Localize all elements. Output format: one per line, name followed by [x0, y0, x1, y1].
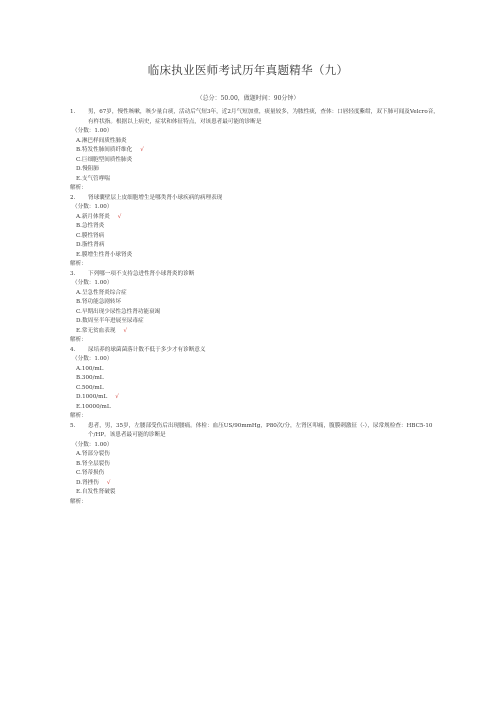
question-score: （分数：1.00） [72, 441, 113, 448]
question-score: （分数：1.00） [72, 356, 113, 362]
page-title: 临床执业医师考试历年真题精华（九） [147, 63, 349, 77]
question-text: 肾球囊壁层上皮细胞增生是哪类肾小球疾病的病理表现 [88, 194, 223, 201]
question-3 [70, 270, 442, 346]
option-label: A.呈急性肾炎综合症 [76, 289, 127, 296]
answer-option [70, 327, 442, 337]
question-text: 尿培养的球菌菌落计数不低于多少才有诊断意义 [88, 346, 206, 353]
analysis-label: 解析： [70, 337, 87, 343]
answer-option [70, 393, 442, 403]
option-label: D.肾挫伤 [76, 479, 99, 486]
option-label: C.巨细胞型间质性肺炎 [76, 156, 133, 163]
answer-option [70, 403, 442, 413]
correct-check-icon: √ [140, 147, 144, 153]
answer-option [70, 317, 442, 327]
option-label: D.1000/mL [76, 394, 108, 400]
answer-option [70, 469, 442, 479]
answer-option [70, 137, 442, 147]
answer-option [70, 213, 442, 223]
answer-option [70, 251, 442, 261]
exam-info: （总分：50.00，做题时间：90分钟） [196, 95, 300, 102]
correct-check-icon: √ [106, 479, 111, 486]
analysis-label: 解析： [70, 185, 87, 191]
option-label: E.自发性肾破裂 [76, 489, 116, 495]
answer-option [70, 298, 442, 308]
question-list [70, 108, 442, 507]
question-stem [70, 346, 442, 356]
option-label: D.脂性肾病 [76, 242, 105, 248]
answer-option [70, 384, 442, 394]
question-number: 4. [70, 346, 76, 353]
option-label: C.早期出现少尿性急性肾功能衰竭 [76, 308, 161, 315]
answer-option [70, 232, 442, 242]
question-1 [70, 108, 442, 194]
analysis-label: 解析： [70, 498, 87, 505]
answer-option [70, 374, 442, 384]
question-4 [70, 346, 442, 422]
question-number: 1. [70, 109, 76, 115]
question-stem [70, 108, 442, 127]
option-label: E.支气管哮喘 [76, 175, 110, 182]
option-label: B.肾全层裂伤 [76, 460, 110, 467]
question-score: （分数：1.00） [72, 128, 113, 134]
option-label: B.肾功能急剧转坏 [76, 299, 122, 305]
answer-option [70, 479, 442, 489]
answer-option [70, 146, 442, 156]
question-2 [70, 194, 442, 270]
question-score: （分数：1.00） [72, 280, 113, 286]
answer-option [70, 308, 442, 318]
question-number: 5. [70, 422, 76, 429]
option-label: E.10000/mL [76, 403, 111, 410]
answer-option [70, 450, 442, 460]
answer-option [70, 156, 442, 166]
question-5 [70, 422, 442, 508]
question-text: 男，67岁，慢性咳嗽，咳少量白痰，活动后气短3年，近2月气短加重，痰量较多，为脓性痰，查体：口唇轻度紫绀，双下肺可闻及Velcro音，有杵状指。根据以上病史，症状和体征特点，对该患者最可能的诊断是 [88, 109, 439, 125]
option-label: A.肾部分裂伤 [76, 451, 110, 457]
correct-check-icon: √ [115, 394, 119, 400]
option-label: A.新月体肾炎 [76, 213, 110, 220]
question-score: （分数：1.00） [72, 204, 113, 210]
answer-option [70, 460, 442, 470]
answer-option [70, 488, 442, 498]
question-stem [70, 422, 442, 441]
correct-check-icon: √ [117, 213, 122, 220]
option-label: E.常无贫血表现 [76, 327, 116, 334]
option-label: C.500/mL [76, 384, 104, 391]
answer-option [70, 165, 442, 175]
option-label: D.慢阻肺 [76, 166, 99, 172]
option-label: C.膜性肾病 [76, 232, 105, 239]
question-text: 患者，男，35岁，左腰部受伤后出现腰痛。体检：血压US/90mmHg，P80次/分，左肾区叩痛，腹膜刺激征（-），尿常规检查：HBC5-10个/HP。该患者最可能的诊断是 [88, 422, 433, 438]
answer-option [70, 222, 442, 232]
question-number: 2. [70, 194, 76, 201]
answer-option [70, 365, 442, 375]
option-label: A.淋巴样间质性肺炎 [76, 137, 127, 144]
option-label: A.100/mL [76, 365, 104, 372]
option-label: C.肾蒂损伤 [76, 470, 105, 476]
answer-option [70, 241, 442, 251]
question-stem [70, 270, 442, 280]
question-text: 下列哪一项不支持急进性肾小球肾炎的诊断 [88, 270, 195, 277]
answer-option [70, 289, 442, 299]
correct-check-icon: √ [123, 327, 128, 334]
option-label: B.300/mL [76, 375, 104, 381]
question-number: 3. [70, 270, 76, 277]
option-label: B.急性肾炎 [76, 223, 105, 229]
option-label: B.特发性肺间质纤维化 [76, 147, 133, 153]
question-stem [70, 194, 442, 204]
analysis-label: 解析： [70, 261, 87, 267]
answer-option [70, 175, 442, 185]
option-label: E.膜增生性肾小球肾炎 [76, 251, 133, 258]
analysis-label: 解析： [70, 413, 87, 419]
option-label: D.数周至半年进展至尿毒症 [76, 318, 144, 324]
